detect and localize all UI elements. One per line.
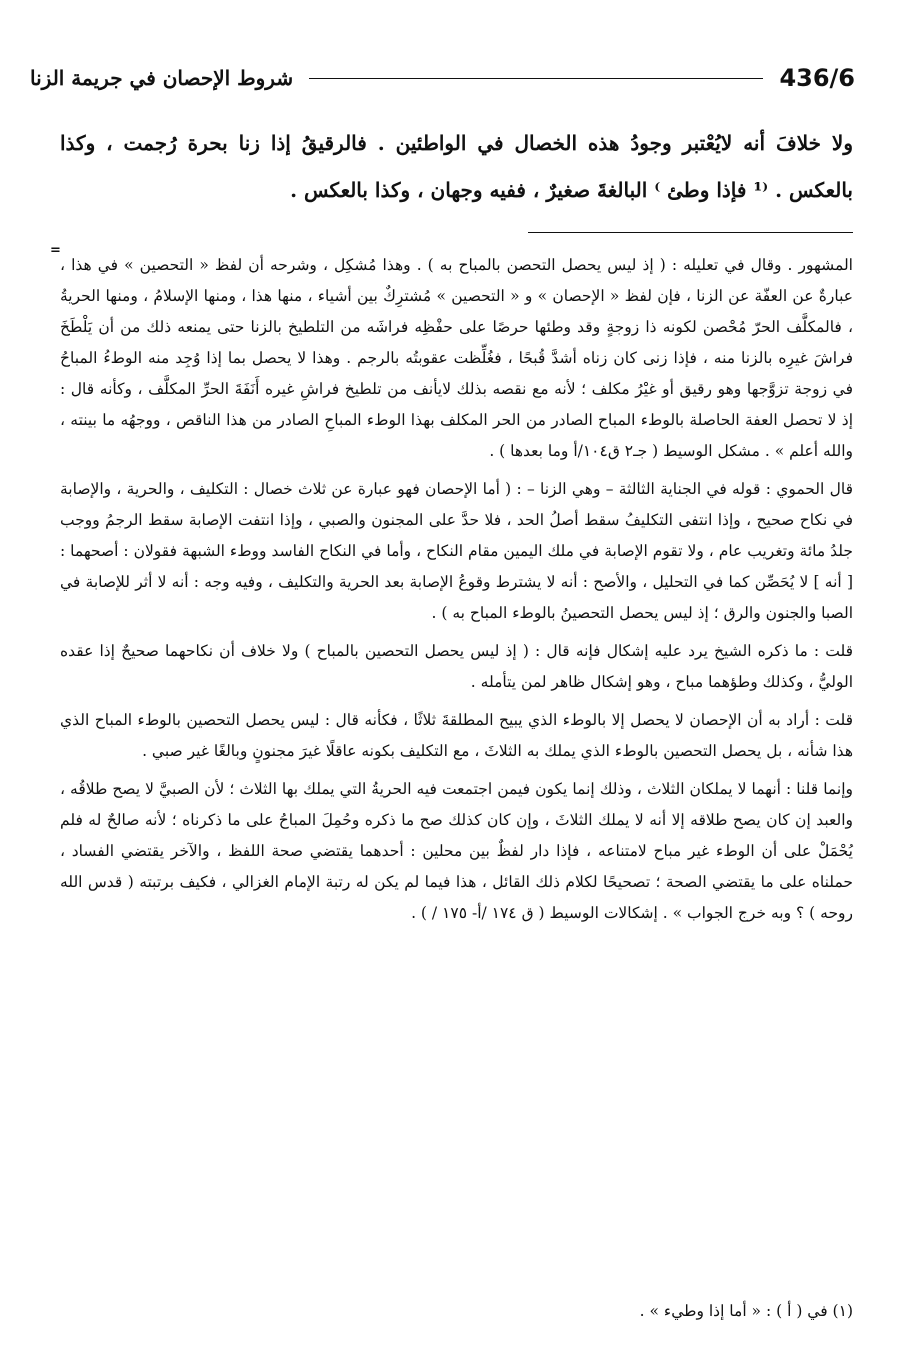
footnote	[60, 1302, 853, 1320]
commentary-paragraph: قلت : أراد به أن الإحصان لا يحصل إلا بالوطء الذي يبيح المطلقةَ ثلاثًا ، فكأنه قال : ليس يحصل التحصين بالوطء المباح الذي هذا شأنه ، بل يحصل التحصين بالوطء الذي يملك به الثلاثَ ، مع التكليف بكونه عاقلًا غيرَ مجنونٍ وبالغًا غير صبي .	[60, 711, 853, 760]
running-header	[30, 60, 855, 96]
commentary-notes	[60, 250, 853, 936]
footnote-separator	[528, 232, 853, 233]
footnote-text: (١) في ( أ ) : « أما إذا وطيء » .	[639, 1302, 853, 1320]
page-number: 436/6	[779, 64, 855, 92]
commentary-paragraph: قلت : ما ذكره الشيخ يرد عليه إشكال فإنه قال : ( إذ ليس يحصل التحصين بالمباح ) ولا خلاف أن نكاحهما صحيحٌ إذا عقده الوليُّ ، وكذلك وطؤهما مباح ، وهو إشكال ظاهر لمن يتأمله .	[60, 642, 853, 691]
main-text	[60, 120, 853, 214]
header-rule	[309, 78, 763, 79]
header-title: شروط الإحصان في جريمة الزنا	[30, 66, 294, 90]
main-paragraph: ولا خلافَ أنه لايُعْتبر وجودُ هذه الخصال في الواطئين . فالرقيقُ إذا زنا بحرة رُجمت ، وكذا بالعكس . ⁽¹ فإذا وطئ ⁾ البالغةَ صغيرٌ ، ففيه وجهان ، وكذا بالعكس .	[60, 131, 853, 202]
continuation-mark: =	[50, 243, 61, 258]
commentary-paragraph: المشهور . وقال في تعليله : ( إذ ليس يحصل التحصن بالمباح به ) . وهذا مُشكِل ، وشرحه أن لفظ « التحصين » في هذا ، عبارةٌ عن العفّة عن الزنا ، فإن لفظ « الإحصان » و « التحصين » مُشترِكٌ بين أشياء ، منها هذا ، ومنها الإسلامُ ، ومنها الحريةُ ، فالمكلَّف الحرّ مُحْصن لكونه ذا زوجةٍ وقد وطئها حرصًا على حفْظِه فراشَه من التلطيخ بالزنا حتى يمنعه ذلك من أن يَلْطَخَ فراشَ غيرِه بالزنا منه ، فإذا زنى كان زناه أشدَّ قُبحًا ، فغُلِّظت عقوبتُه بالرجم . وهذا لا يحصل بما إذا وُجِد منه الوطءُ المباحُ في زوجة تزوَّجها وهو رقيق أو غيْرُ مكلف ؛ لأنه مع نقصه بذلك لايأنف من تلطيخ فراشِ غيره أَنَفَةَ الحرِّ المكلَّف ، وكأنه قال : إذ لا تحصل العفة الحاصلة بالوطء المباح الصادر من الحر المكلف بهذا الوطء المباحِ الصادر من هذا الناقص ، ووجهُه ما بينته ، والله أعلم » . مشكل الوسيط ( جـ٢ ق١٠٤/أ وما بعدها ) .	[60, 256, 853, 460]
commentary-paragraph: قال الحموي : قوله في الجناية الثالثة – وهي الزنا – : ( أما الإحصان فهو عبارة عن ثلاث خصال : التكليف ، والحرية ، والإصابة في نكاح صحيح ، وإذا انتفى التكليفُ سقط أصلُ الحد ، فلا حدَّ على المجنون والصبي ، وإذا انتفت الإصابة سقط الرجمُ ووجب جلدُ مائة وتغريب عام ، ولا تقوم الإصابة في ملك اليمين مقام النكاح ، وأما في النكاح الفاسد ووطء الشبهة فقولان : أصحهما : [ أنه ] لا يُحَصِّن كما في التحليل ، والأصح : أنه لا يشترط وقوعُ الإصابة بعد الحرية والتكليف ، وفيه وجه : أنه لا أثر للإصابة في الصبا والجنون والرق ؛ إذ ليس يحصل التحصينُ بالوطء المباح به ) .	[60, 480, 853, 622]
commentary-paragraph: وإنما قلنا : أنهما لا يملكان الثلاث ، وذلك إنما يكون فيمن اجتمعت فيه الحريةُ التي يملك بها الثلاث ؛ لأن الصبيَّ لا يصح طلاقُه ، والعبد إن كان يصح طلاقه إلا أنه لا يملك الثلاثَ ، وإن كان كذلك صح ما ذكره وحُمِلَ المباحُ على ما ذكرناه ؛ لأنه صالحٌ له فلم يُحْمَلْ على أن الوطء غير مباح لامتناعه ، فإذا دار لفظٌ بين محلين : أحدهما يقتضي صحة اللفظ ، والآخر يقتضي الفساد ، حملناه على ما يقتضي الصحة ؛ تصحيحًا لكلام ذلك القائل ، هذا فيما لم يكن له رتبة الإمام الغزالي ، فكيف برتبته ( قدس الله روحه ) ؟ وبه خرج الجواب » . إشكالات الوسيط ( ق ١٧٤ /أ- ١٧٥ / ) .	[60, 780, 853, 922]
